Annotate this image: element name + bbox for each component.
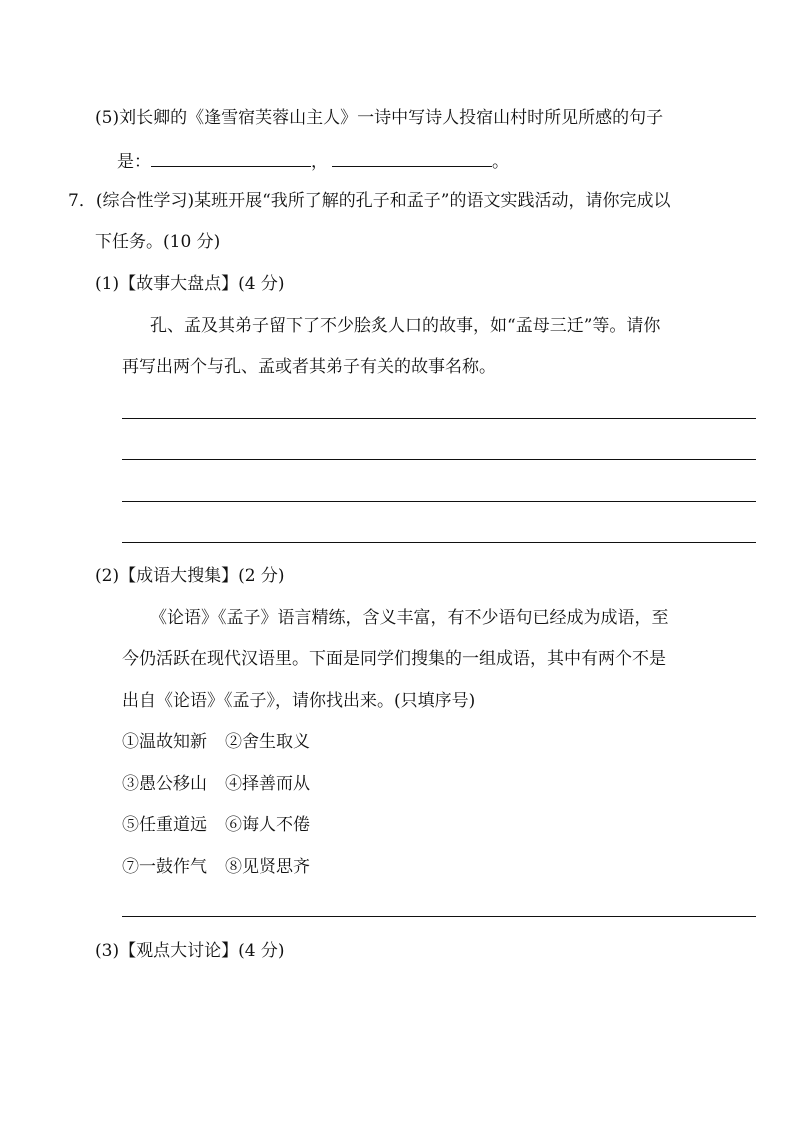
idiom-option-row <box>122 855 310 879</box>
idiom-option: ⑤任重道远 <box>122 815 207 835</box>
q6-5-prefix: 是： <box>117 152 151 172</box>
q7-part2-text-line1: 《论语》《孟子》语言精练，含义丰富，有不少语句已经成为成语，至 <box>150 608 669 628</box>
answer-blank-2[interactable] <box>332 148 492 167</box>
idiom-option-row <box>122 813 310 837</box>
q7-part1-text-line2: 再写出两个与孔、孟或者其弟子有关的故事名称。 <box>122 357 496 377</box>
answer-line-3[interactable] <box>122 501 756 502</box>
q7-part3-heading: (3)【观点大讨论】(4 分) <box>95 941 285 961</box>
idiom-option: ③愚公移山 <box>122 774 207 794</box>
q7-part2-text-line2: 今仍活跃在现代汉语里。下面是同学们搜集的一组成语，其中有两个不是 <box>122 649 666 669</box>
q7-stem-line1: 7．(综合性学习)某班开展“我所了解的孔子和孟子”的语文实践活动，请你完成以 <box>68 191 671 211</box>
q6-5-period: 。 <box>492 152 509 172</box>
q7-part2-heading: (2)【成语大搜集】(2 分) <box>95 566 285 586</box>
answer-line-2[interactable] <box>122 459 756 460</box>
idiom-option-row <box>122 730 310 754</box>
q6-5-comma: ， <box>311 152 328 172</box>
q7-part1-heading: (1)【故事大盘点】(4 分) <box>95 274 285 294</box>
answer-line-5[interactable] <box>122 916 756 917</box>
q6-5-line1: (5)刘长卿的《逢雪宿芙蓉山主人》一诗中写诗人投宿山村时所见所感的句子 <box>95 108 664 128</box>
idiom-option: ①温故知新 <box>122 732 207 752</box>
idiom-option-row <box>122 772 310 796</box>
q7-part1-text-line1: 孔、孟及其弟子留下了不少脍炙人口的故事，如“孟母三迁”等。请你 <box>150 316 661 336</box>
idiom-option: ⑧见贤思齐 <box>225 857 310 877</box>
answer-line-1[interactable] <box>122 418 756 419</box>
answer-blank-1[interactable] <box>151 148 311 167</box>
q7-stem-line2: 下任务。(10 分) <box>95 232 221 252</box>
answer-line-4[interactable] <box>122 542 756 543</box>
idiom-option: ②舍生取义 <box>225 732 310 752</box>
idiom-option: ⑦一鼓作气 <box>122 857 207 877</box>
idiom-option: ④择善而从 <box>225 774 310 794</box>
q7-part2-text-line3: 出自《论语》《孟子》，请你找出来。(只填序号) <box>122 691 476 711</box>
idiom-option: ⑥诲人不倦 <box>225 815 310 835</box>
q6-5-answer-line <box>117 148 509 174</box>
